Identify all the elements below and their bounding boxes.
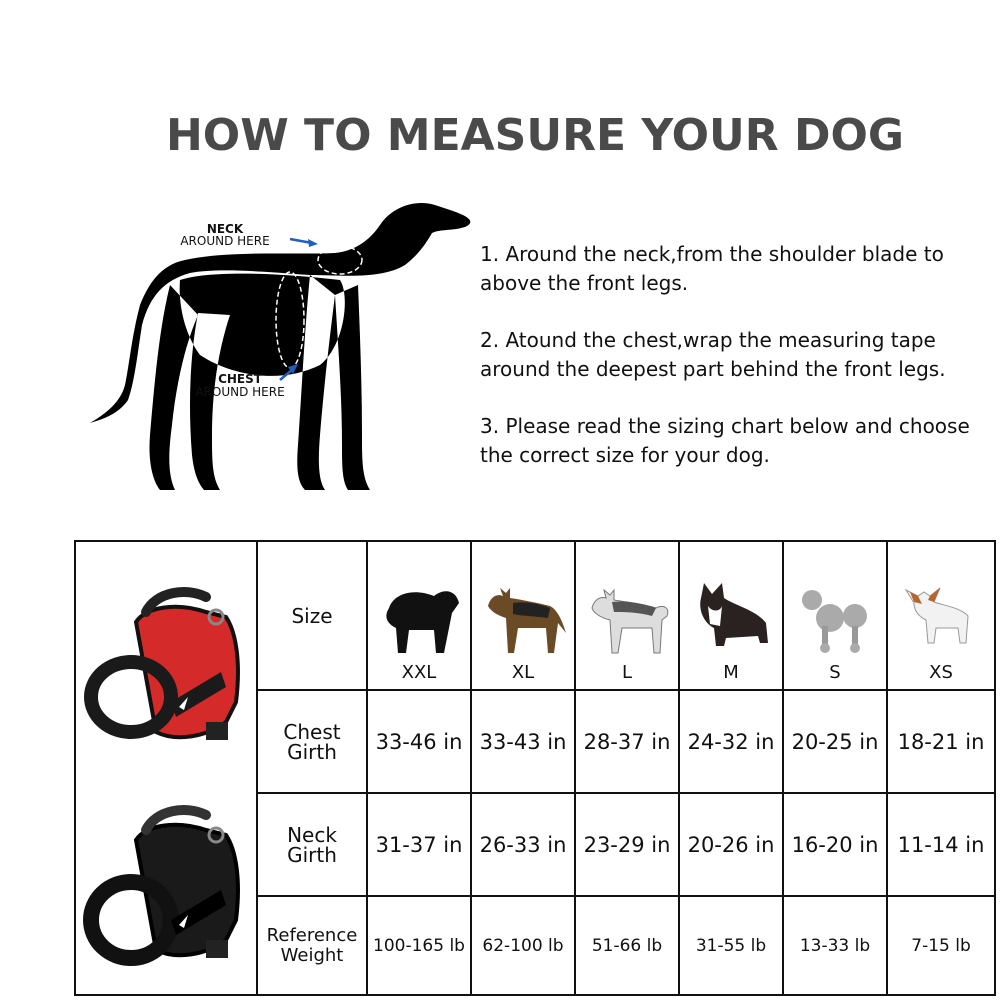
dog-silhouette <box>90 203 470 490</box>
size-header: Size <box>258 542 368 689</box>
page-title: HOW TO MEASURE YOUR DOG <box>165 110 905 161</box>
sizing-grid <box>258 542 994 994</box>
size-col-s <box>784 542 888 689</box>
size-label-xl: XL <box>511 662 535 683</box>
neck-girth-row <box>258 794 994 897</box>
neck-girth-header: Neck Girth <box>258 794 368 895</box>
instruction-steps <box>480 240 995 498</box>
chest-xl: 33-43 in <box>472 691 576 792</box>
red-harness-image <box>76 562 256 782</box>
weight-l: 51-66 lb <box>576 897 680 994</box>
step-3: 3. Please read the sizing chart below and choose the correct size for your dog. <box>480 414 970 467</box>
newfoundland-dog-image <box>373 568 465 658</box>
step-1: 1. Around the neck,from the shoulder blade to above the front legs. <box>480 242 944 295</box>
neck-m: 20-26 in <box>680 794 784 895</box>
size-label-s: S <box>829 662 841 683</box>
papillon-image <box>895 568 987 658</box>
weight-xs: 7-15 lb <box>911 935 971 956</box>
chest-girth-header: Chest Girth <box>258 691 368 792</box>
size-col-xxl <box>368 542 472 689</box>
chest-sub-label: AROUND HERE <box>195 385 285 399</box>
step-2: 2. Atound the chest,wrap the measuring tape around the deepest part behind the front legs. <box>480 328 946 381</box>
size-col-l <box>576 542 680 689</box>
size-label-m: M <box>723 662 739 683</box>
size-label-xs: XS <box>929 662 953 683</box>
neck-xs: 11-14 in <box>897 832 985 857</box>
harness-images-cell <box>76 542 258 994</box>
size-col-m <box>680 542 784 689</box>
size-col-xs <box>888 542 994 689</box>
size-col-xl <box>472 542 576 689</box>
chest-xxl: 33-46 in <box>368 691 472 792</box>
chest-label: CHEST <box>218 372 262 386</box>
chest-xs: 18-21 in <box>897 729 985 754</box>
neck-xxl: 31-37 in <box>368 794 472 895</box>
dog-measurement-diagram <box>80 185 480 505</box>
weight-xxl: 100-165 lb <box>368 897 472 994</box>
reference-weight-header: Reference Weight <box>258 897 368 994</box>
neck-xl: 26-33 in <box>472 794 576 895</box>
neck-l: 23-29 in <box>576 794 680 895</box>
chest-l: 28-37 in <box>576 691 680 792</box>
sizing-chart-table <box>74 540 996 996</box>
reference-weight-row <box>258 897 994 994</box>
weight-xl: 62-100 lb <box>472 897 576 994</box>
neck-sub-label: AROUND HERE <box>180 234 270 248</box>
size-label-xxl: XXL <box>401 662 437 683</box>
chest-s: 20-25 in <box>784 691 888 792</box>
german-shepherd-image <box>477 568 569 658</box>
neck-label: NECK <box>206 222 244 236</box>
weight-s: 13-33 lb <box>784 897 888 994</box>
size-label-l: L <box>621 662 633 683</box>
corgi-image <box>685 568 777 658</box>
chest-m: 24-32 in <box>680 691 784 792</box>
poodle-image <box>789 568 881 658</box>
black-harness-image <box>76 780 256 1000</box>
chest-girth-row <box>258 691 994 794</box>
weight-m: 31-55 lb <box>680 897 784 994</box>
size-row <box>258 542 994 691</box>
neck-s: 16-20 in <box>784 794 888 895</box>
husky-image <box>581 568 673 658</box>
